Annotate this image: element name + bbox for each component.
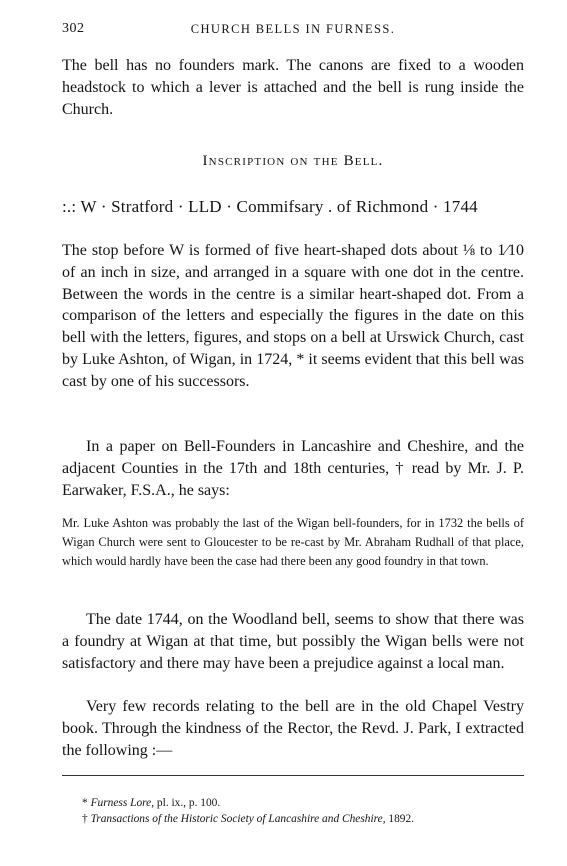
footnote-mark: * <box>82 797 88 809</box>
paragraph-bell-description: The bell has no founders mark. The canons are fixed to a wooden headstock to which a lever is attached and the bell is rung inside the Church. <box>62 57 524 118</box>
footnote-2 <box>82 813 414 825</box>
paragraph-vestry-book: Very few records relating to the bell are in the old Chapel Vestry book. Through the kindness of the Rector, the Revd. J. Park, I extracted the following :— <box>62 698 524 759</box>
paragraph-stop-description: The stop before W is formed of five heart-shaped dots about ⅛ to 1⁄10 of an inch in size, and arranged in a square with one dot in the centre. Between the words in the centre is a similar heart-shaped dot. From a comparison of the letters and especially the figures in the date on this bell with the letters, figures, and stops on a bell at Urswick Church, cast by Luke Ashton, of Wigan, in 1724, * it seems evident that this bell was cast by one of his successors. <box>62 242 524 390</box>
footnote-divider <box>62 775 524 776</box>
footnote-mark: † <box>82 813 88 825</box>
running-title: CHURCH BELLS IN FURNESS. <box>190 22 396 36</box>
paragraph-earwaker-paper: In a paper on Bell-Founders in Lancashire and Cheshire, and the adjacent Counties in the 17th and 18th centuries, † read by Mr. J. P. Earwaker, F.S.A., he says: <box>62 438 524 499</box>
footnote-title: Furness Lore, <box>90 797 155 809</box>
page-number: 302 <box>62 21 85 36</box>
paragraph-woodland-date: The date 1744, on the Woodland bell, seems to show that there was a foundry at Wigan at that time, but possibly the Wigan bells were not satisfactory and there may have been a prejudice against a local man. <box>62 611 524 672</box>
footnote-ref: pl. ix., p. 100. <box>154 797 221 809</box>
running-header <box>62 21 524 43</box>
footnote-title: Transactions of the Historic Society of Lancashire and Cheshire, <box>90 813 386 825</box>
block-quote: Mr. Luke Ashton was probably the last of the Wigan bell-founders, for in 1732 the bells of Wigan Church were sent to Gloucester to be re-cast by Mr. Abraham Rudhall of that place, which would hardly have been the case had there been any good foundry in that town. <box>62 516 524 568</box>
bell-inscription: :.: W · Stratford · LLD · Commifsary . of Richmond · 1744 <box>62 197 478 216</box>
section-heading: Inscription on the Bell. <box>202 153 384 169</box>
footnote-1 <box>82 797 220 809</box>
footnote-ref: 1892. <box>385 813 415 825</box>
